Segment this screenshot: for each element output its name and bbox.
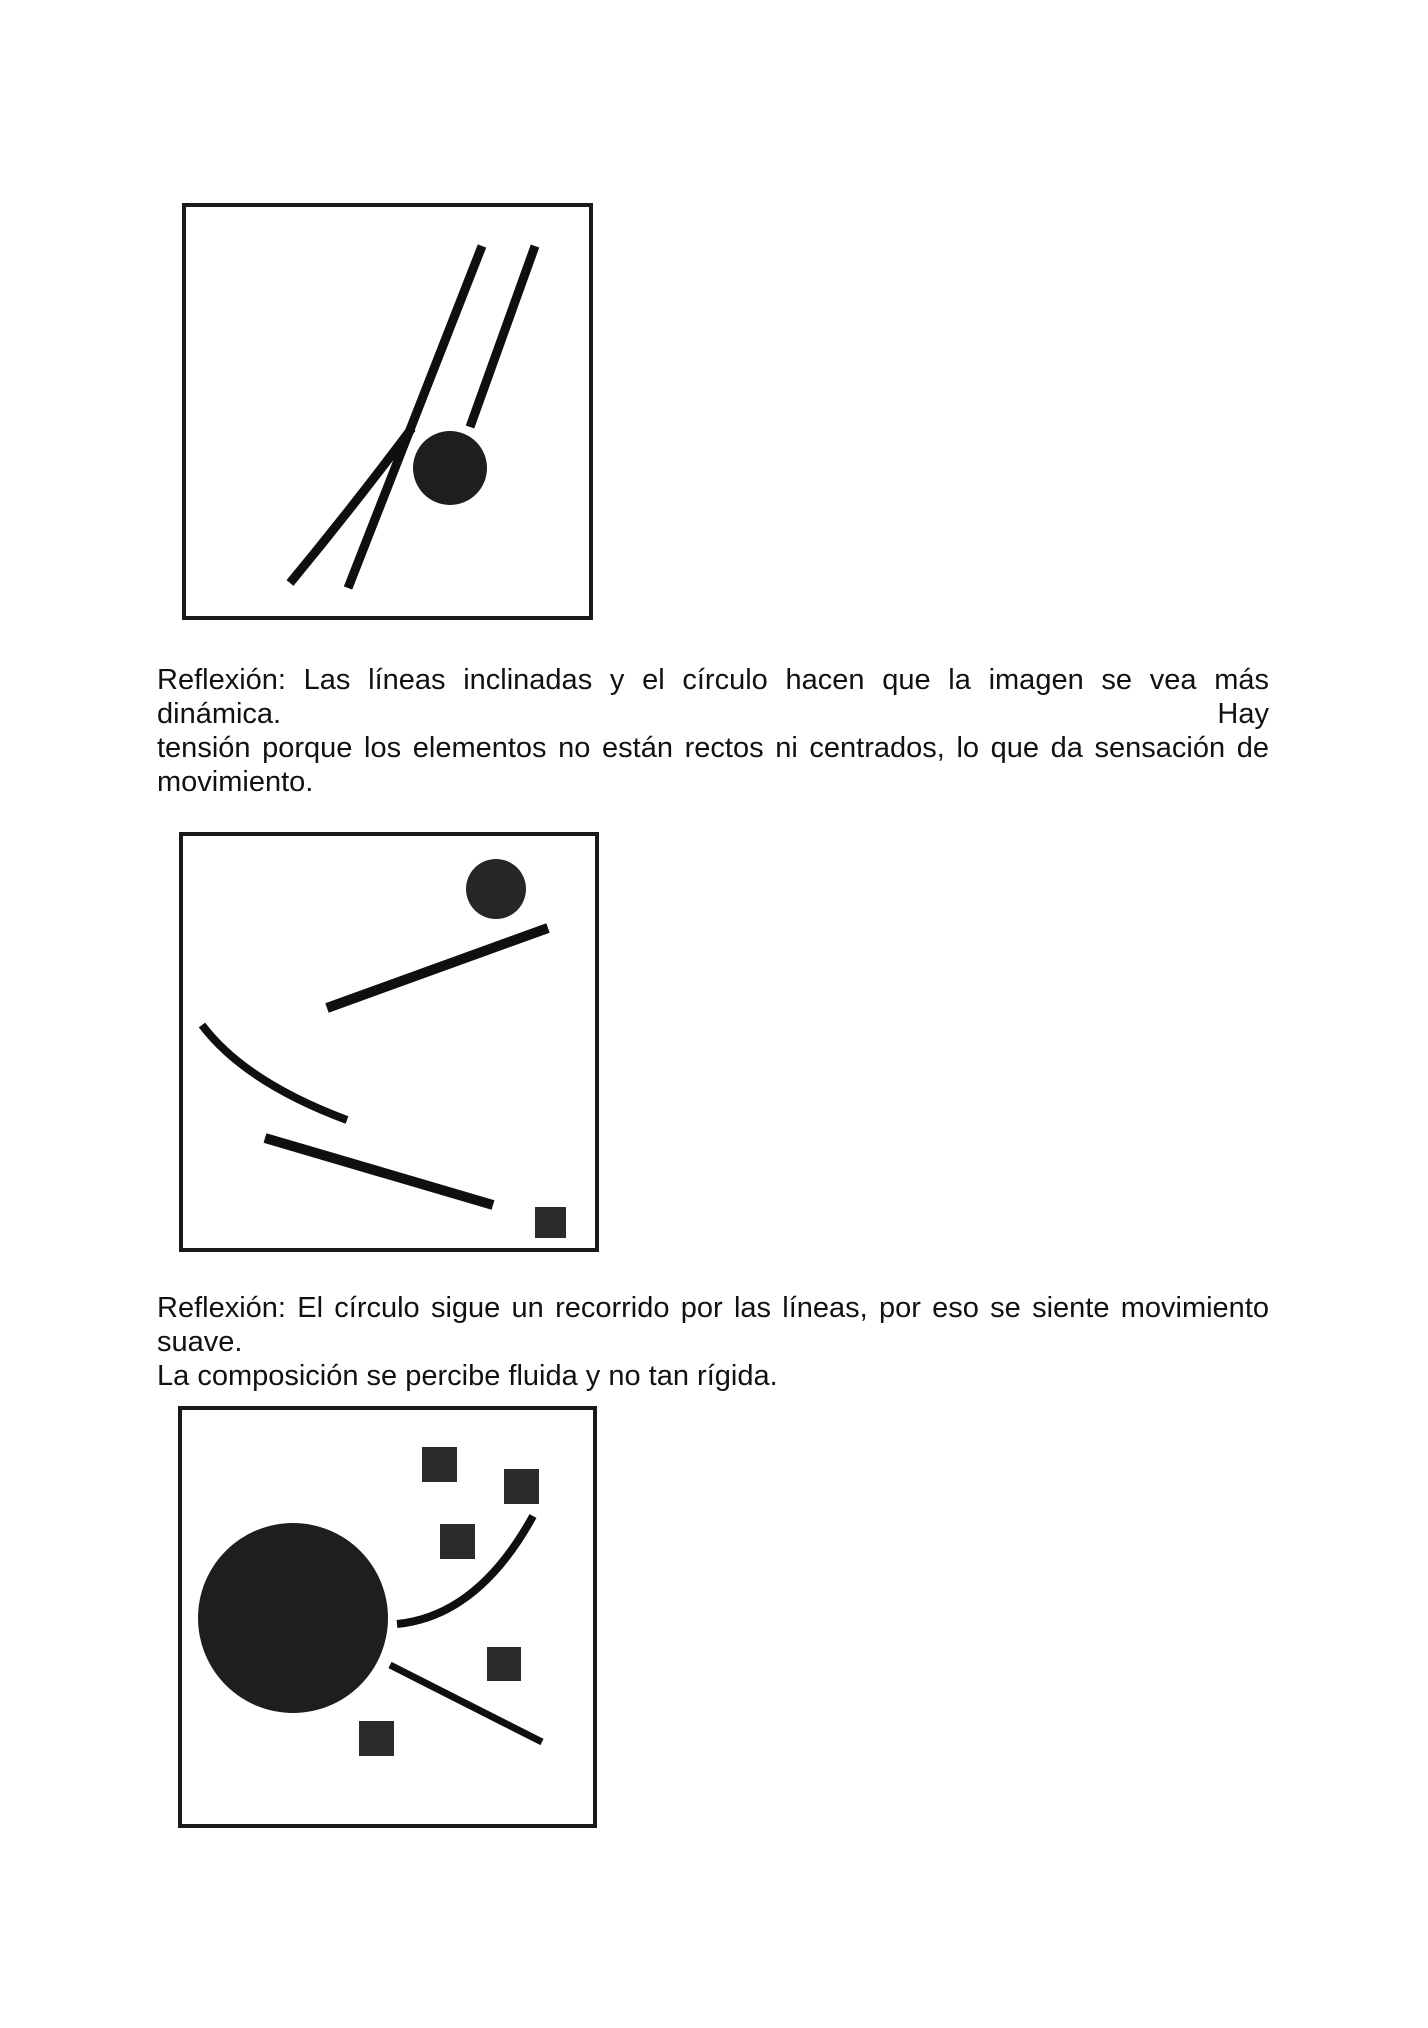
figure-composition-3 bbox=[178, 1406, 597, 1828]
reflection-1-line-1: Reflexión: Las líneas inclinadas y el círculo hacen que la imagen se vea más dinámica. Hay bbox=[157, 664, 1269, 730]
filled-circle bbox=[413, 431, 487, 505]
figure-composition-2 bbox=[179, 832, 599, 1252]
figure-1-canvas bbox=[186, 207, 589, 616]
small-square-5 bbox=[359, 1721, 394, 1756]
short-diagonal-line bbox=[470, 246, 535, 427]
small-square-4 bbox=[487, 1647, 521, 1681]
reflection-2-line-2: La composición se percibe fluida y no tan rígida. bbox=[157, 1360, 778, 1392]
figure-2-canvas bbox=[183, 836, 595, 1248]
reflection-paragraph-2 bbox=[157, 1291, 1269, 1393]
falling-diagonal-line bbox=[265, 1138, 493, 1205]
rising-diagonal-line bbox=[327, 928, 548, 1008]
large-filled-circle bbox=[198, 1523, 388, 1713]
filled-circle bbox=[466, 859, 526, 919]
curved-arc bbox=[202, 1025, 347, 1120]
reflection-2-line-1: Reflexión: El círculo sigue un recorrido por las líneas, por eso se siente movimiento suave. bbox=[157, 1292, 1269, 1358]
small-square-2 bbox=[504, 1469, 539, 1504]
figure-3-canvas bbox=[182, 1410, 593, 1824]
small-square-1 bbox=[422, 1447, 457, 1482]
figure-composition-1 bbox=[182, 203, 593, 620]
reflection-paragraph-1 bbox=[157, 663, 1269, 799]
long-diagonal-line bbox=[348, 246, 482, 588]
small-square bbox=[535, 1207, 566, 1238]
reflection-1-line-3: movimiento. bbox=[157, 766, 314, 798]
reflection-1-line-2: tensión porque los elementos no están rectos ni centrados, lo que da sensación de bbox=[157, 732, 1269, 764]
curved-line bbox=[290, 428, 412, 583]
small-square-3 bbox=[440, 1524, 475, 1559]
